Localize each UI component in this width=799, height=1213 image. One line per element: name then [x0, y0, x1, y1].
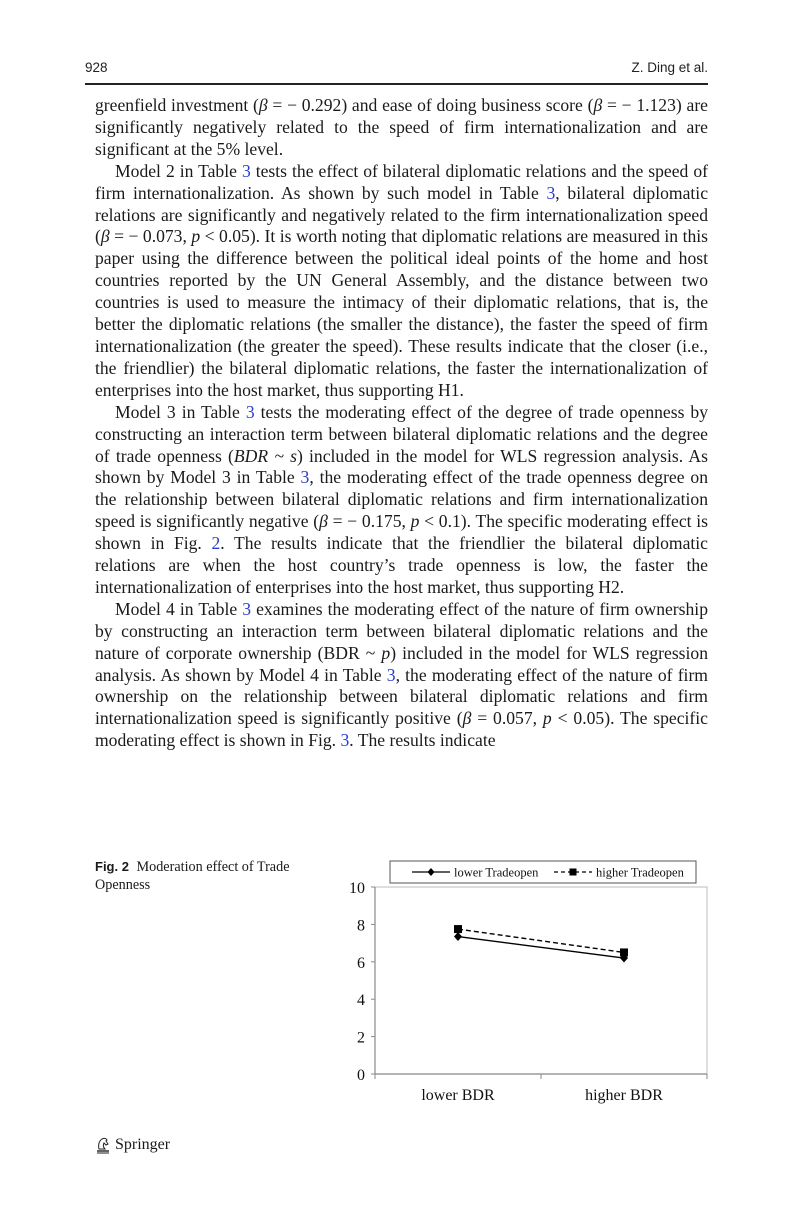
text-run: , bilateral diplomatic relations are significantly and negatively related to the firm internationalization speed (: [95, 182, 708, 247]
text-run: ) included in the model for WLS regression analysis. As shown by Model 4 in Table: [95, 642, 709, 685]
text-run: Model 3 in Table: [115, 401, 246, 422]
text-run: < 0.05). The specific moderating effect is shown in Fig.: [95, 708, 708, 751]
text-run: = 0.057,: [471, 708, 543, 729]
text-run: Model 2 in Table: [115, 160, 242, 181]
cross-reference-link[interactable]: 3: [242, 598, 252, 619]
publisher-name: Springer: [115, 1136, 171, 1153]
math-symbol: BDR ~ s: [233, 445, 297, 466]
math-symbol: β: [319, 511, 328, 532]
y-tick-label: 2: [357, 1029, 365, 1047]
header-rule: [85, 83, 708, 85]
square-marker-icon: [570, 869, 577, 876]
cross-reference-link[interactable]: 3: [386, 664, 396, 685]
text-run: = − 1.123) are significantly negatively related to the speed of firm internationalization and are significant at the 5% level.: [95, 95, 708, 159]
square-marker-icon: [454, 925, 462, 933]
cross-reference-link[interactable]: 3: [245, 401, 255, 422]
plot-area: [375, 887, 707, 1074]
publisher-footer: [95, 1136, 170, 1154]
math-symbol: β: [258, 95, 268, 115]
legend-label: lower Tradeopen: [454, 865, 539, 880]
text-run: = − 0.073,: [109, 226, 192, 247]
y-tick-label: 0: [357, 1067, 365, 1084]
cross-reference-link[interactable]: 2: [211, 533, 221, 554]
text-run: < 0.05). It is worth noting that diplomatic relations are measured in this paper using the difference between the political ideal points of the home and host countries reported by the UN General Assembly, and the distance between two countries is used to measure the intimacy of their diplomatic relations, that is, the better the diplomatic relations (the smaller the distance), the faster the speed of firm internationalization (the greater the speed). These results indicate that the closer (i.e., the friendlier) the bilateral diplomatic relations, the faster the internationalization of enterprises into the host market, thus supporting H1.: [95, 226, 708, 400]
body-text: [95, 95, 708, 752]
text-run: greenfield investment (: [95, 95, 259, 115]
x-category-label: higher BDR: [585, 1087, 663, 1104]
text-run: , the moderating effect of the trade openness degree on the relationship between bilateral diplomatic relations and firm internationalization speed is significantly negative (: [95, 467, 708, 532]
text-run: . The results indicate: [349, 730, 496, 751]
text-run: Model 4 in Table: [115, 598, 243, 619]
x-category-label: lower BDR: [421, 1087, 495, 1104]
text-run: , the moderating effect of the nature of firm ownership on the relationship between bilateral diplomatic relations and firm internationalization speed is significantly positive (: [95, 664, 708, 729]
text-run: < 0.1). The specific moderating effect is shown in Fig.: [95, 511, 708, 554]
text-run: = − 0.175,: [327, 511, 411, 532]
moderation-chart: [330, 850, 730, 1120]
square-marker-icon: [620, 948, 628, 956]
math-symbol: β: [593, 95, 603, 115]
springer-knight-icon: [95, 1136, 111, 1154]
diamond-marker-icon: [454, 932, 462, 941]
math-symbol: p: [542, 708, 552, 729]
cross-reference-link[interactable]: 3: [300, 467, 310, 488]
running-header: [85, 58, 708, 78]
page-number: 928: [85, 60, 108, 75]
cross-reference-link[interactable]: 3: [546, 182, 556, 203]
cross-reference-link[interactable]: 3: [340, 730, 350, 751]
math-symbol: p: [381, 642, 391, 663]
running-authors: Z. Ding et al.: [631, 60, 708, 75]
text-run: examines the moderating effect of the nature of firm ownership by constructing an interaction term between bilateral diplomatic relations and the nature of corporate ownership (BDR ~: [95, 598, 708, 663]
legend-label: higher Tradeopen: [596, 865, 684, 880]
math-symbol: p: [191, 226, 201, 247]
y-tick-label: 4: [357, 992, 365, 1010]
paragraph: [95, 599, 708, 752]
text-run: . The results indicate that the friendlier the bilateral diplomatic relations are when the host country’s trade openness is low, the faster the internationalization of enterprises into the host market, thus supporting H2.: [95, 533, 708, 597]
math-symbol: β: [462, 708, 472, 729]
figure-label: Fig. 2: [95, 859, 129, 874]
paragraph: [95, 402, 708, 599]
text-run: tests the moderating effect of the degree of trade openness by constructing an interaction term between bilateral diplomatic relations and the degree of trade openness (: [95, 401, 709, 466]
paragraph: [95, 95, 708, 161]
series-line: [458, 937, 624, 959]
math-symbol: β: [100, 226, 110, 247]
math-symbol: p: [410, 511, 420, 532]
figure-caption: [95, 858, 295, 894]
y-tick-label: 10: [349, 880, 365, 897]
text-run: tests the effect of bilateral diplomatic relations and the speed of firm internationalization. As shown by such model in Table: [95, 160, 708, 203]
series-line: [458, 929, 624, 952]
y-tick-label: 8: [357, 917, 365, 935]
paragraph: [95, 161, 708, 402]
text-run: ) included in the model for WLS regression analysis. As shown by Model 3 in Table: [95, 445, 708, 488]
figure-caption-text: Moderation effect of Trade Openness: [95, 859, 290, 893]
y-tick-label: 6: [357, 954, 365, 972]
cross-reference-link[interactable]: 3: [241, 160, 251, 181]
text-run: = − 0.292) and ease of doing business score (: [267, 95, 594, 115]
